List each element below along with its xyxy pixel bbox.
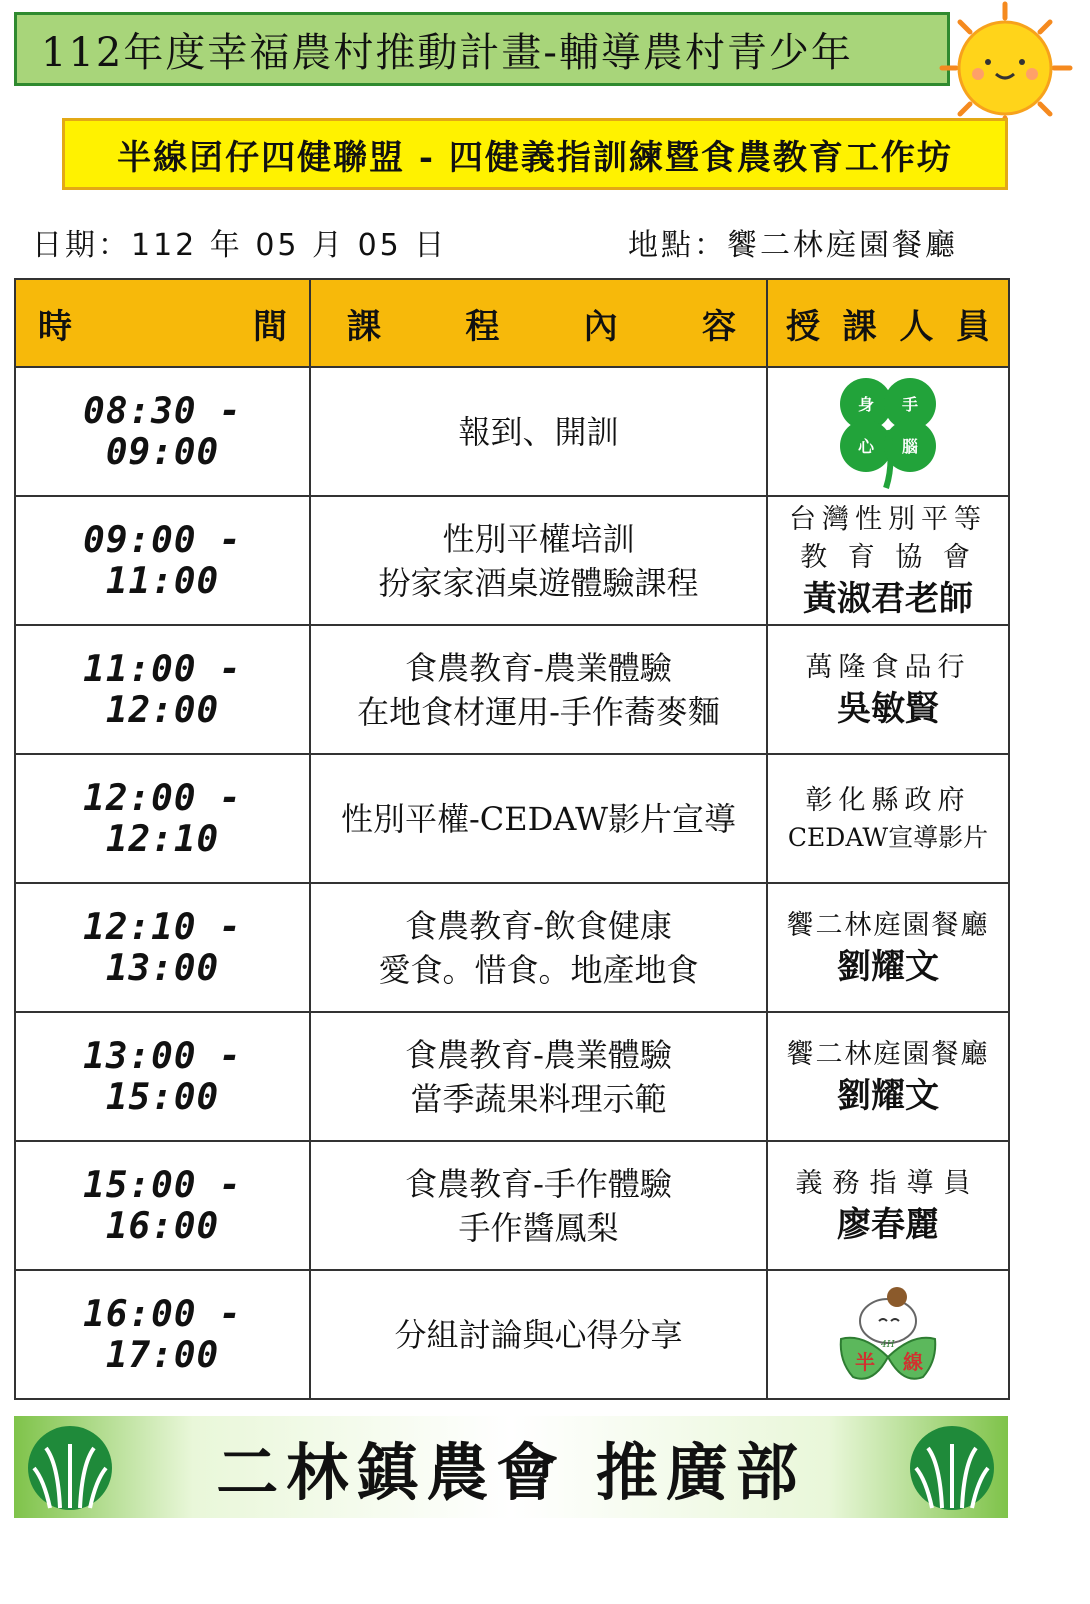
teacher-cell: 台灣性別平等 教 育 協 會 黃淑君老師 <box>767 496 1009 625</box>
page-title: 112年度幸福農村推動計畫-輔導農村青少年 <box>41 29 853 76</box>
farmers-association-logo-icon <box>908 1424 996 1512</box>
time-cell: 16:00 - 17:00 <box>15 1270 310 1399</box>
teacher-cell: 饗二林庭園餐廳 劉耀文 <box>767 883 1009 1012</box>
table-header-row <box>15 279 1009 367</box>
teacher-cell: 彰化縣政府 CEDAW宣導影片 <box>767 754 1009 883</box>
header-content: 課 程 內 容 <box>310 279 767 367</box>
event-place: 地點：饗二林庭園餐廳 <box>628 228 958 263</box>
farmers-association-logo-icon <box>26 1424 114 1512</box>
footer-org-name: 二林鎮農會 推廣部 <box>216 1435 806 1509</box>
teacher-cell: 萬隆食品行 吳敏賢 <box>767 625 1009 754</box>
content-cell: 分組討論與心得分享 <box>310 1270 767 1399</box>
svg-text:心: 心 <box>858 436 875 456</box>
table-row <box>15 367 1009 496</box>
four-h-clover-icon <box>828 374 948 490</box>
table-row <box>15 1270 1009 1399</box>
content-cell: 食農教育-農業體驗 當季蔬果料理示範 <box>310 1012 767 1141</box>
svg-text:手: 手 <box>902 394 919 414</box>
svg-text:半: 半 <box>855 1349 875 1374</box>
time-cell: 12:10 - 13:00 <box>15 883 310 1012</box>
table-row <box>15 625 1009 754</box>
time-cell: 12:00 - 12:10 <box>15 754 310 883</box>
time-cell: 11:00 - 12:00 <box>15 625 310 754</box>
footer-banner <box>14 1416 1008 1518</box>
content-cell: 性別平權-CEDAW影片宣導 <box>310 754 767 883</box>
table-row <box>15 754 1009 883</box>
content-cell: 食農教育-飲食健康 愛食。惜食。地產地食 <box>310 883 767 1012</box>
table-row <box>15 883 1009 1012</box>
time-cell: 08:30 - 09:00 <box>15 367 310 496</box>
time-cell: 13:00 - 15:00 <box>15 1012 310 1141</box>
svg-text:腦: 腦 <box>902 436 919 456</box>
header-time: 時 間 <box>15 279 310 367</box>
table-row <box>15 1012 1009 1141</box>
content-cell: 性別平權培訓 扮家家酒桌遊體驗課程 <box>310 496 767 625</box>
content-cell: 食農教育-手作體驗 手作醬鳳梨 <box>310 1141 767 1270</box>
time-cell: 15:00 - 16:00 <box>15 1141 310 1270</box>
teacher-cell: 義務指導員 廖春麗 <box>767 1141 1009 1270</box>
svg-text:線: 線 <box>903 1349 923 1374</box>
header-teacher: 授 課 人 員 <box>767 279 1009 367</box>
table-row <box>15 496 1009 625</box>
time-cell: 09:00 - 11:00 <box>15 496 310 625</box>
mascot-logo-icon <box>833 1277 943 1393</box>
svg-text:身: 身 <box>858 394 875 414</box>
teacher-cell: 饗二林庭園餐廳 劉耀文 <box>767 1012 1009 1141</box>
subtitle-banner <box>62 118 1008 190</box>
teacher-cell <box>767 367 1009 496</box>
svg-text:4H: 4H <box>881 1339 895 1350</box>
schedule-table <box>14 278 1010 1400</box>
content-cell: 食農教育-農業體驗 在地食材運用-手作蕎麥麵 <box>310 625 767 754</box>
event-date: 日期：112 年 05 月 05 日 <box>32 228 448 263</box>
content-cell: 報到、開訓 <box>310 367 767 496</box>
page-subtitle: 半線囝仔四健聯盟 - 四健義指訓練暨食農教育工作坊 <box>117 137 953 178</box>
teacher-cell <box>767 1270 1009 1399</box>
title-banner <box>14 12 950 86</box>
table-row <box>15 1141 1009 1270</box>
